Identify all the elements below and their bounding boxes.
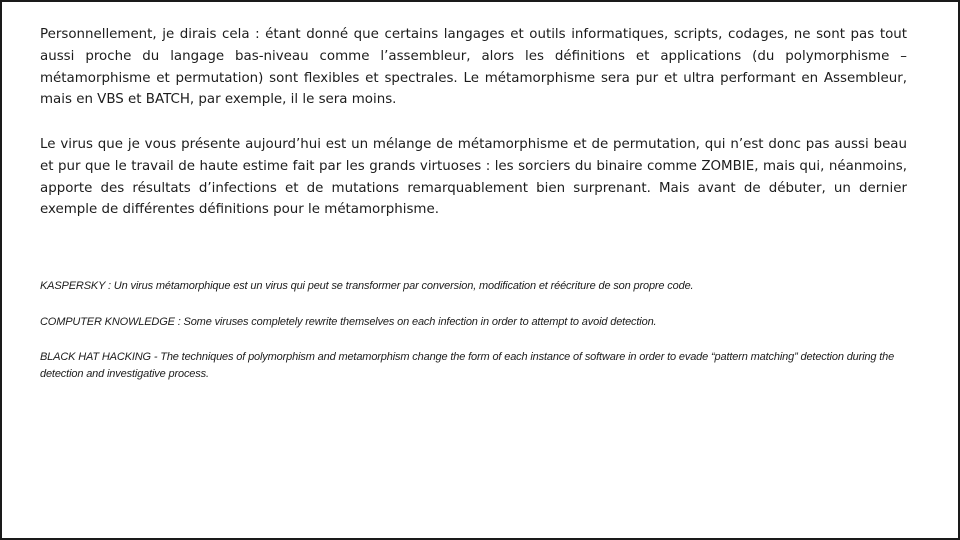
paragraph-virus-presentation: Le virus que je vous présente aujourd’hui est un mélange de métamorphisme et de permutation, qui n’est donc pas aussi beau et pur que le travail de haute estime fait par les grands virtuoses : les sorciers du binaire comme ZOMBIE, mais qui, néanmoins, apporte des résultats d’infections et de mutations remarquablement bien surprenant. Mais avant de débuter, un dernier exemple de différentes définitions pour le métamorphisme. <box>40 137 907 218</box>
definition-computer-knowledge: COMPUTER KNOWLEDGE : Some viruses completely rewrite themselves on each infection in order to attempt to avoid detection. <box>40 315 657 328</box>
definitions-list <box>40 278 907 401</box>
definition-black-hat-hacking: BLACK HAT HACKING - The techniques of polymorphism and metamorphism change the form of each instance of software in order to evade “pattern matching” detection during the detection and investigative process. <box>40 351 895 380</box>
definition-kaspersky: KASPERSKY : Un virus métamorphique est un virus qui peut se transformer par conversion, modification et réécriture de son propre code. <box>40 280 694 292</box>
paragraph-intro: Personnellement, je dirais cela : étant donné que certains langages et outils informatiques, scripts, codages, ne sont pas tout aussi proche du langage bas-niveau comme l’assembleur, alors les définitions et applications (du polymorphisme – métamorphisme et permutation) sont flexibles et spectrales. Le métamorphisme sera pur et ultra performant en Assembleur, mais en VBS et BATCH, par exemple, il le sera moins. <box>40 27 907 108</box>
